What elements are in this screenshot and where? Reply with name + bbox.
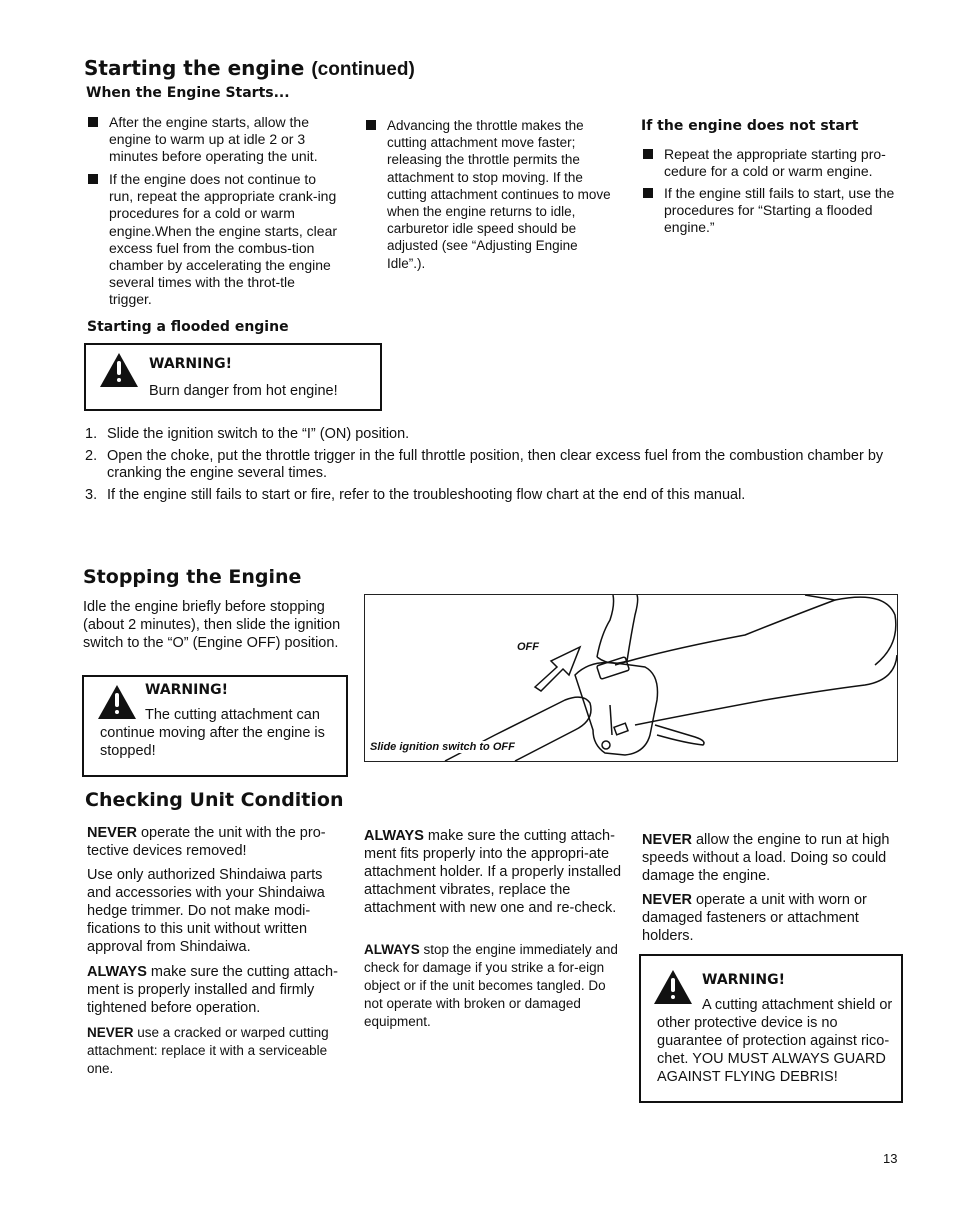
warning-title: WARNING! (149, 356, 232, 372)
emphasis-word: NEVER (87, 1025, 134, 1040)
emphasis-word: ALWAYS (364, 942, 420, 957)
step-text: Open the choke, put the throttle trigger in the full throttle position, then clear excess fuel from the combustion chamber by cranking the engine several times. (107, 448, 884, 481)
item-text: operate the unit with the pro-tective devices removed! (87, 825, 326, 859)
figure-caption: Slide ignition switch to OFF (370, 741, 518, 753)
checking-col3-item-2 (642, 891, 900, 945)
warning-text: Burn danger from hot engine! (149, 383, 338, 399)
checking-col2-item-2 (364, 941, 626, 1031)
item-text: make sure the cutting attach-ment is properly installed and firmly tightened before operation. (87, 964, 338, 1016)
checking-col3-item-1 (642, 831, 900, 885)
not-start-item-1: Repeat the appropriate starting pro-cedure for a cold or warm engine. (643, 146, 908, 180)
checking-col1-item-2 (87, 866, 349, 956)
not-start-item-2: If the engine still fails to start, use the procedures for “Starting a flooded engine.” (643, 185, 908, 237)
emphasis-word: NEVER (642, 832, 692, 848)
warning-title: WARNING! (145, 682, 228, 698)
step-number: 1. (85, 426, 98, 442)
checking-col1-item-3 (87, 963, 349, 1017)
flooded-heading: Starting a flooded engine (87, 319, 289, 335)
step-number: 2. (85, 448, 98, 464)
emphasis-word: ALWAYS (364, 828, 424, 844)
warning-title: WARNING! (702, 972, 785, 988)
flooded-step-2 (85, 448, 905, 484)
emphasis-word: ALWAYS (87, 964, 147, 980)
engine-starts-heading: When the Engine Starts... (86, 85, 290, 101)
page-title-suffix: (continued) (311, 59, 415, 80)
ignition-switch-figure (364, 594, 898, 762)
step-number: 3. (85, 487, 98, 503)
checking-col1-item-4 (87, 1024, 345, 1078)
step-text: If the engine still fails to start or fire, refer to the troubleshooting flow chart at the end of this manual. (107, 487, 746, 503)
checking-col2-item-1 (364, 827, 626, 917)
item-text: allow the engine to run at high speeds without a load. Doing so could damage the engine. (642, 832, 890, 884)
stopping-heading: Stopping the Engine (83, 566, 302, 588)
page-number: 13 (883, 1151, 898, 1166)
warning-icon (100, 353, 138, 387)
item-text: stop the engine immediately and check for damage if you strike a for-eign object or if the unit becomes tangled. Do not operate with broken or damaged equipment. (364, 942, 618, 1029)
page-title (84, 56, 415, 81)
not-start-heading: If the engine does not start (641, 118, 859, 134)
checking-warning-box (639, 954, 903, 1103)
checking-col1-item-1 (87, 824, 349, 860)
flooded-step-3 (85, 487, 905, 507)
step-text: Slide the ignition switch to the “I” (ON) position. (107, 426, 410, 442)
figure-off-label: OFF (517, 641, 539, 653)
page-title-text: Starting the engine (84, 56, 305, 80)
checking-heading: Checking Unit Condition (85, 789, 344, 811)
item-text: make sure the cutting attach-ment fits properly into the appropri-ate attachment holder. If a properly installed attachment vibrates, replace the attachment with new one and re-check. (364, 828, 622, 916)
item-text: use a cracked or warped cutting attachment: replace it with a serviceable one. (87, 1025, 329, 1076)
flooded-step-1 (85, 426, 905, 446)
emphasis-word: NEVER (642, 892, 692, 908)
stopping-warning-box (82, 675, 348, 777)
stopping-text: Idle the engine briefly before stopping (about 2 minutes), then slide the ignition switch to the “O” (Engine OFF) position. (83, 599, 341, 651)
ignition-switch-illustration (365, 595, 897, 761)
engine-starts-item-1: After the engine starts, allow the engine to warm up at idle 2 or 3 minutes before operating the unit. (88, 114, 341, 166)
warning-text: The cutting attachment can continue moving after the engine is stopped! (100, 707, 325, 759)
engine-starts-item-2: If the engine does not continue to run, repeat the appropriate crank-ing procedures for a cold or warm engine.When the engine starts, clear excess fuel from the combus-tion chamber by accelerating the engine several times with the throt-tle trigger. (88, 171, 341, 309)
emphasis-word: NEVER (87, 825, 137, 841)
engine-starts-item-3: Advancing the throttle makes the cutting attachment move faster; releasing the throttle permits the attachment to stop moving. If the cutting attachment continues to move when the engine returns to idle, carburetor idle speed should be adjusted (see “Adjusting Engine Idle”.). (366, 117, 619, 272)
item-text: Use only authorized Shindaiwa parts and accessories with your Shindaiwa hedge trimmer. Do not make modi-fications to this unit without written approval from Shindaiwa. (87, 867, 325, 955)
warning-text: A cutting attachment shield or other protective device is no guarantee of protection against rico-chet. YOU MUST ALWAYS GUARD AGAINST FLYING DEBRIS! (657, 997, 893, 1085)
flooded-warning-box (84, 343, 382, 411)
item-text: operate a unit with worn or damaged fasteners or attachment holders. (642, 892, 867, 944)
